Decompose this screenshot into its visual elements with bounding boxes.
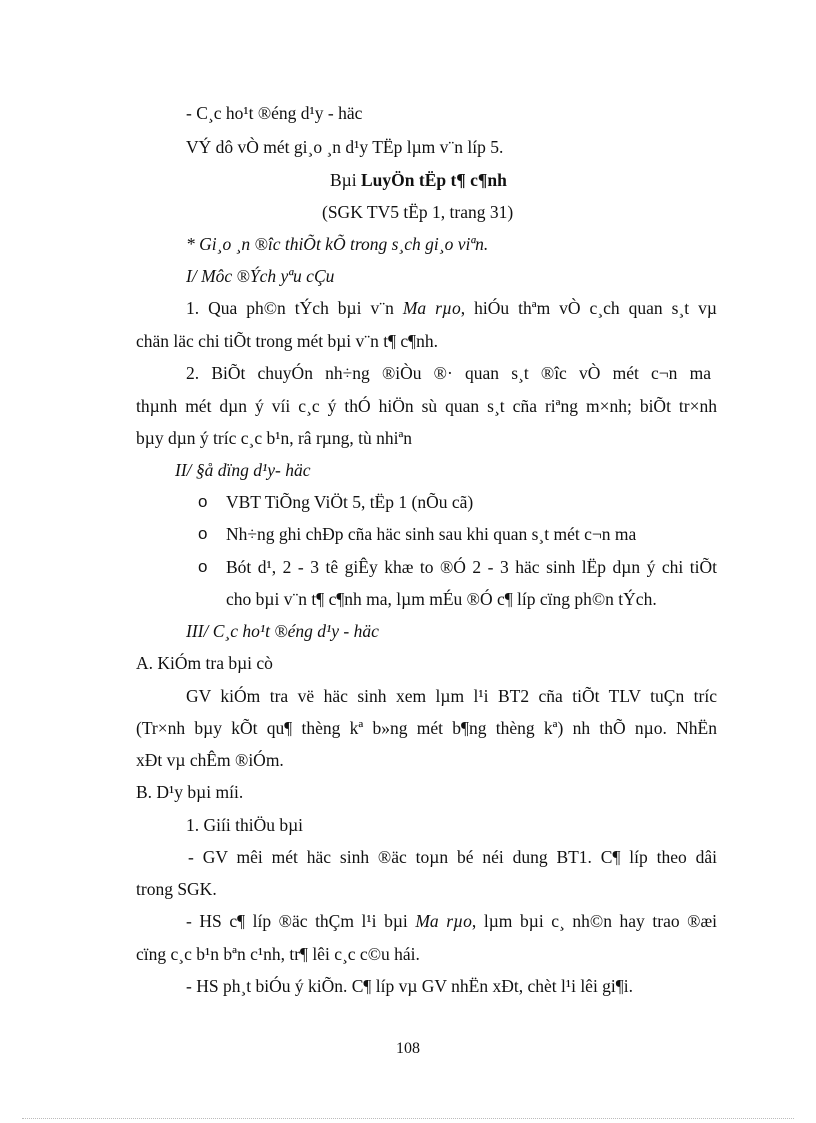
example-line: VÝ dô vÒ mét gi¸o ¸n d¹y TËp lµm v¨n líp 5. [186,137,504,157]
objective1-text-b: , hiÓu thªm vÒ c¸ch quan s¸t vµ [460,298,717,318]
part-b-line1: - GV mêi mét häc sinh ®äc toµn bé néi dung BT1. C¶ líp theo dâi [188,847,717,867]
bullet-marker: o [198,524,208,543]
lesson-source: (SGK TV5 tËp 1, trang 31) [322,202,514,222]
part-a-line2: (Tr×nh bµy kÕt qu¶ thèng kª b»ng mét b¶ng thèng kª) nh thÕ nµo. NhËn [136,718,717,738]
part-b-text-b: , lµm bµi c¸ nh©n hay trao ®æi [471,911,717,931]
lesson-title [330,168,507,192]
part-b-italic-title: Ma rµo [415,911,472,931]
design-note: * Gi¸o ¸n ®îc thiÕt kÕ trong s¸ch gi¸o viªn. [186,234,489,254]
objective1-italic-title: Ma rµo [402,298,461,318]
objective1-text-a: 1. Qua ph©n tÝch bµi v¨n [186,298,403,318]
material-item: Bót d¹, 2 - 3 tê giÊy khæ to ®Ó 2 - 3 häc sinh lËp dµn ý chi tiÕt [226,557,717,577]
part-a-line3: xÐt vµ chÊm ®iÓm. [136,750,284,770]
lesson-title-prefix: Bµi [330,170,361,190]
material-continuation: cho bµi v¨n t¶ c¶nh ma, lµm mÉu ®Ó c¶ líp cïng ph©n tÝch. [226,589,657,609]
part-a-line1: GV kiÓm tra vë häc sinh xem lµm l¹i BT2 cña tiÕt TLV tuÇn tríc [186,686,717,706]
part-b-text-a: - HS c¶ líp ®äc thÇm l¹i bµi [186,911,416,931]
section1-heading: I/ Môc ®Ých yªu cÇu [186,266,335,286]
activities-line: - C¸c ho¹t ®éng d¹y - häc [186,103,363,123]
lesson-title-bold: LuyÖn tËp t¶ c¶nh [361,170,507,190]
part-b-heading: B. D¹y bµi míi. [136,782,244,802]
part-b-line3 [186,909,717,933]
objective2-line2: thµnh mét dµn ý víi c¸c ý thÓ hiÖn sù quan s¸t cña riªng m×nh; biÕt tr×nh [136,396,717,416]
page-number: 108 [396,1040,420,1057]
part-b-line4: cïng c¸c b¹n bªn c¹nh, tr¶ lêi c¸c c©u hái. [136,944,420,964]
objective1-line2: chän läc chi tiÕt trong mét bµi v¨n t¶ c¶nh. [136,331,438,351]
part-a-heading: A. KiÓm tra bµi cò [136,653,273,673]
part-b-line2: trong SGK. [136,879,217,899]
section3-heading: III/ C¸c ho¹t ®éng d¹y - häc [186,621,379,641]
material-item: Nh÷ng ghi chÐp cña häc sinh sau khi quan s¸t mét c¬n ma [226,524,637,544]
objective1-line1 [186,296,717,320]
page-bottom-divider [22,1118,794,1119]
material-item: VBT TiÕng ViÖt 5, tËp 1 (nÕu cã) [226,492,474,512]
bullet-marker: o [198,492,208,511]
part-b-line5: - HS ph¸t biÓu ý kiÕn. C¶ líp vµ GV nhËn xÐt, chèt l¹i lêi gi¶i. [186,976,633,996]
objective2-line1: 2. BiÕt chuyÓn nh÷ng ®iÒu ®· quan s¸t ®îc vÒ mét c¬n ma [186,363,711,383]
objective2-line3: bµy dµn ý tríc c¸c b¹n, râ rµng, tù nhiªn [136,428,413,448]
part-b-intro: 1. Giíi thiÖu bµi [186,815,304,835]
bullet-marker: o [198,557,208,576]
section2-heading: II/ §å dïng d¹y- häc [175,460,311,480]
